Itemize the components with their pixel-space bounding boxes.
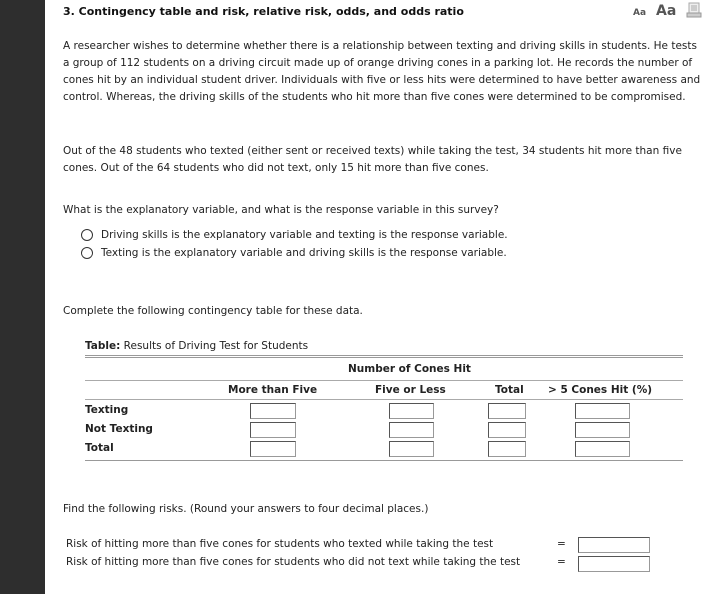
- equals-sign: =: [557, 538, 566, 550]
- risk-label-not-texted: Risk of hitting more than five cones for students who did not text while taking the test: [66, 556, 521, 568]
- radio-button[interactable]: [81, 247, 93, 259]
- risk-prompt: Find the following risks. (Round your answers to four decimal places.): [63, 503, 429, 515]
- increase-font-button[interactable]: Aa: [656, 3, 677, 19]
- group-header: Number of Cones Hit: [348, 363, 471, 375]
- not-texting-total-input[interactable]: [488, 422, 526, 438]
- option-label: Texting is the explanatory variable and driving skills is the response variable.: [101, 247, 507, 259]
- caption-text: Results of Driving Test for Students: [120, 340, 309, 352]
- question-text: What is the explanatory variable, and what is the response variable in this survey?: [63, 204, 499, 216]
- caption-label: Table:: [85, 340, 121, 352]
- risk-texted-input[interactable]: [578, 537, 650, 553]
- data-paragraph: Out of the 48 students who texted (either sent or received texts) while taking the test, 34 students hit more than five cones. Out of the 64 students who did not text, only 15 hit more than five cones.: [63, 145, 682, 174]
- intro-paragraph: A researcher wishes to determine whether there is a relationship between texting and driving skills in students. He tests a group of 112 students on a driving circuit made up of orange driving cones in a parking lot. He records the number of cones hit by an individual student driver. Individuals with five or less hits were determined to have better awareness and control. Whereas, the driving skills of the students who hit more than five cones were determined to be compromised.: [63, 40, 701, 103]
- texting-five-or-less-input[interactable]: [389, 403, 434, 419]
- option-2[interactable]: [81, 247, 507, 259]
- table-caption: [85, 340, 308, 352]
- decrease-font-button[interactable]: Aa: [633, 8, 647, 18]
- total-percent-input[interactable]: [575, 441, 630, 457]
- col-header-five-or-less: Five or Less: [375, 384, 446, 396]
- divider: [85, 380, 683, 381]
- not-texting-more-than-five-input[interactable]: [250, 422, 296, 438]
- col-header-percent: > 5 Cones Hit (%): [548, 384, 653, 396]
- table-prompt: Complete the following contingency table for these data.: [63, 305, 363, 317]
- risk-label-texted: Risk of hitting more than five cones for students who texted while taking the test: [66, 538, 494, 550]
- total-five-or-less-input[interactable]: [389, 441, 434, 457]
- option-1[interactable]: [81, 229, 508, 241]
- texting-more-than-five-input[interactable]: [250, 403, 296, 419]
- radio-button[interactable]: [81, 229, 93, 241]
- row-label-texting: Texting: [85, 404, 129, 416]
- col-header-total: Total: [495, 384, 524, 396]
- table-bottom-rule: [85, 460, 683, 461]
- option-label: Driving skills is the explanatory variable and texting is the response variable.: [101, 229, 508, 241]
- total-total-input[interactable]: [488, 441, 526, 457]
- texting-total-input[interactable]: [488, 403, 526, 419]
- table-top-rule: [85, 355, 683, 358]
- left-sidebar: [0, 0, 45, 594]
- risk-not-texted-input[interactable]: [578, 556, 650, 572]
- question-title: 3. Contingency table and risk, relative risk, odds, and odds ratio: [63, 5, 464, 18]
- texting-percent-input[interactable]: [575, 403, 630, 419]
- total-more-than-five-input[interactable]: [250, 441, 296, 457]
- not-texting-percent-input[interactable]: [575, 422, 630, 438]
- divider: [85, 399, 683, 400]
- row-label-not-texting: Not Texting: [85, 423, 153, 435]
- print-icon[interactable]: [686, 2, 702, 18]
- row-label-total: Total: [85, 442, 114, 454]
- col-header-more-than-five: More than Five: [228, 384, 318, 396]
- not-texting-five-or-less-input[interactable]: [389, 422, 434, 438]
- equals-sign: =: [557, 556, 566, 568]
